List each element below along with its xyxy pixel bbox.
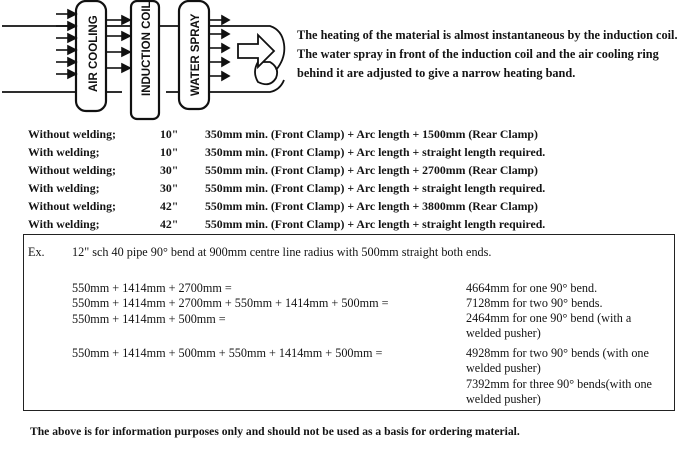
result-line: 7392mm for three 90° bends(with one (466, 377, 652, 391)
calculation-line: 550mm + 1414mm + 500mm = (72, 312, 226, 326)
rule-label: Without welding; (28, 199, 116, 213)
rule-text: 550mm min. (Front Clamp) + Arc length + 2700mm (Rear Clamp) (205, 163, 538, 177)
rule-text: 550mm min. (Front Clamp) + Arc length + 3800mm (Rear Clamp) (205, 199, 538, 213)
rule-row (28, 163, 688, 181)
result-line: 7128mm for two 90° bends. (466, 296, 603, 310)
air-arrows-icon (56, 10, 76, 78)
clamp-rules-list (28, 127, 688, 235)
rule-size: 30" (160, 181, 179, 195)
rule-text: 350mm min. (Front Clamp) + Arc length + straight length required. (205, 145, 546, 159)
rule-row (28, 145, 688, 163)
rule-size: 10" (160, 145, 179, 159)
air-cooling-label: AIR COOLING (88, 15, 100, 92)
result-line: 2464mm for one 90° bend (with a (466, 311, 632, 325)
induction-coil-label: INDUCTION COIL (141, 1, 153, 96)
inner-arrows-icon (107, 16, 130, 72)
rule-size: 42" (160, 217, 179, 231)
induction-bending-diagram (0, 0, 290, 125)
rule-text: 350mm min. (Front Clamp) + Arc length + 1500mm (Rear Clamp) (205, 127, 538, 141)
rule-label: With welding; (28, 181, 100, 195)
rule-label: Without welding; (28, 127, 116, 141)
result-line: welded pusher) (466, 326, 541, 340)
rule-row (28, 181, 688, 199)
disclaimer-footer: The above is for information purposes only and should not be used as a basis for ordering material. (30, 425, 520, 438)
result-line: welded pusher) (466, 361, 541, 375)
rule-label: With welding; (28, 217, 100, 231)
example-label: Ex. (28, 245, 45, 259)
heating-description: The heating of the material is almost instantaneous by the induction coil. The water spray in front of the induction coil and the air cooling ring behind it are adjusted to give a narrow heating band. (297, 28, 678, 80)
result-line: welded pusher) (466, 392, 541, 406)
rule-label: Without welding; (28, 163, 116, 177)
rule-size: 30" (160, 163, 179, 177)
rule-label: With welding; (28, 145, 100, 159)
water-spray-label: WATER SPRAY (190, 13, 202, 96)
rule-text: 550mm min. (Front Clamp) + Arc length + straight length required. (205, 181, 546, 195)
rule-size: 42" (160, 199, 179, 213)
result-line: 4664mm for one 90° bend. (466, 281, 598, 295)
rule-row (28, 217, 688, 235)
calculation-line: 550mm + 1414mm + 2700mm + 550mm + 1414mm + 500mm = (72, 296, 389, 310)
calculation-line: 550mm + 1414mm + 2700mm = (72, 281, 232, 295)
result-line: 4928mm for two 90° bends (with one (466, 346, 649, 360)
example-description: 12" sch 40 pipe 90° bend at 900mm centre line radius with 500mm straight both ends. (72, 245, 492, 259)
calculation-line: 550mm + 1414mm + 500mm + 550mm + 1414mm + 500mm = (72, 346, 383, 360)
rule-row (28, 127, 688, 145)
rule-text: 550mm min. (Front Clamp) + Arc length + straight length required. (205, 217, 546, 231)
rule-size: 10" (160, 127, 179, 141)
rule-row (28, 199, 688, 217)
